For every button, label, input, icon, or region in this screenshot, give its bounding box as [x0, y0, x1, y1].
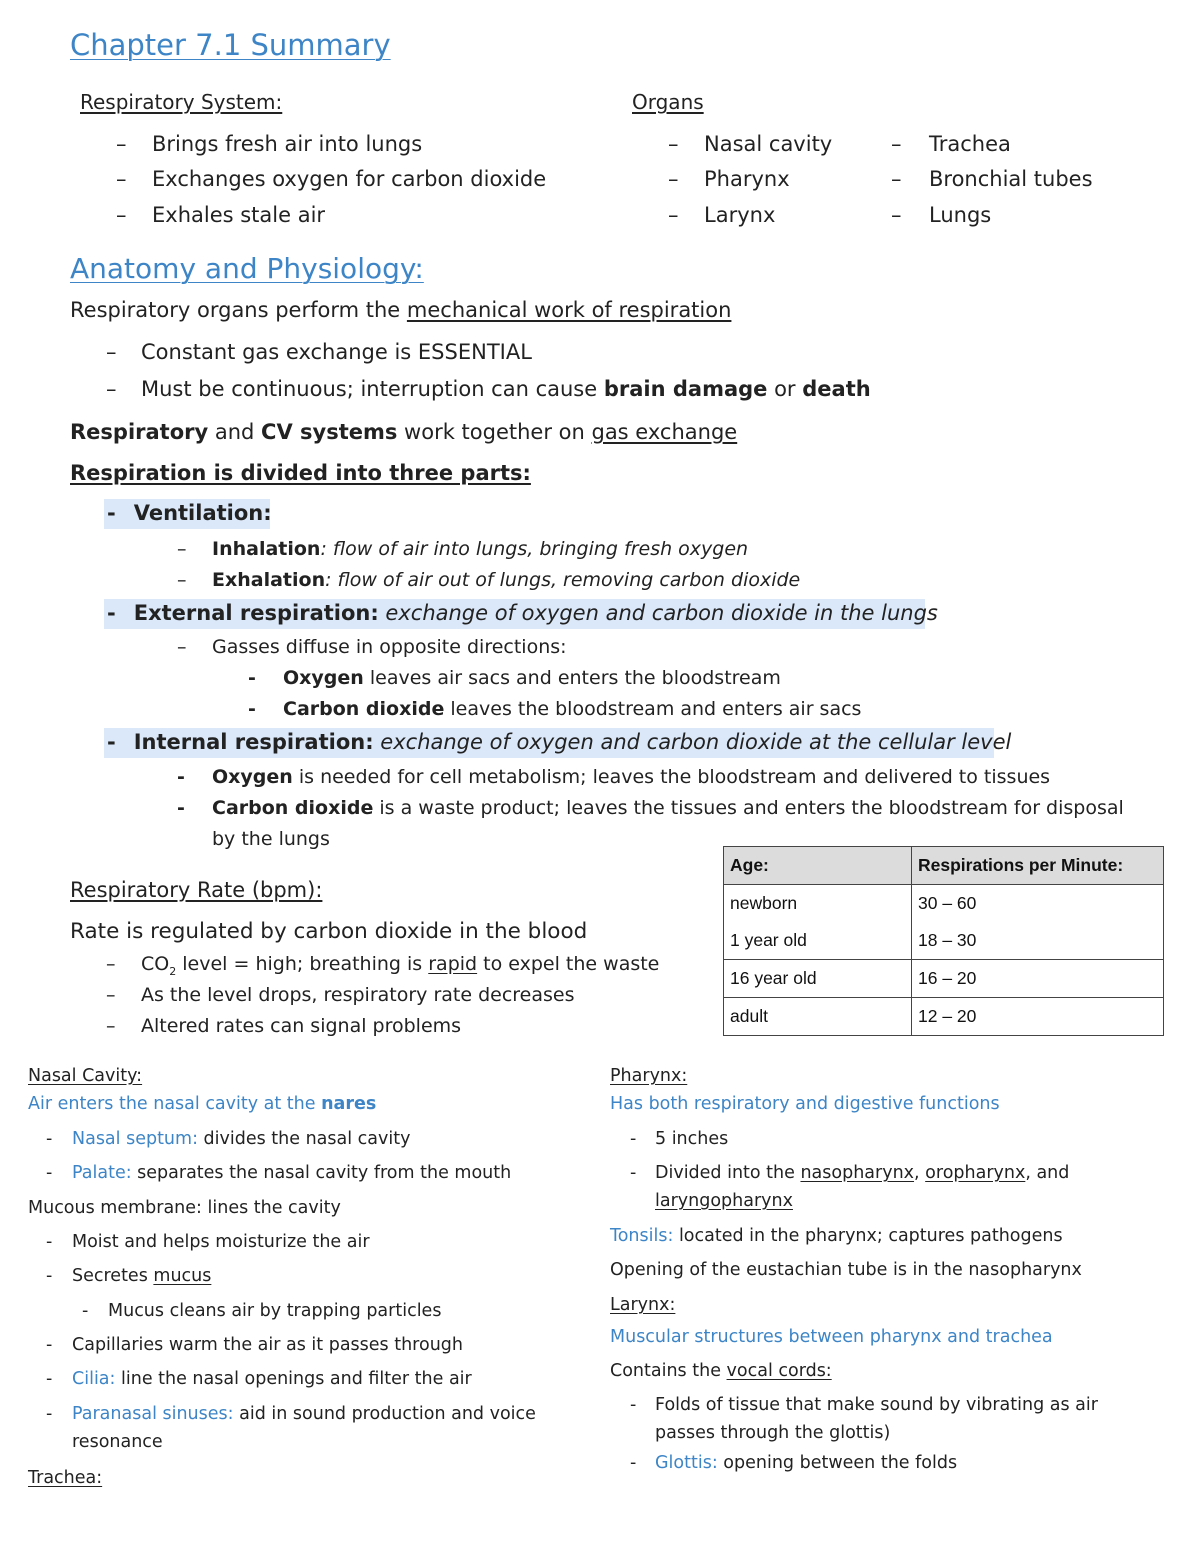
list-item — [212, 766, 1050, 788]
list-item: Exhales stale air — [152, 203, 326, 227]
list-dash: – — [106, 1015, 116, 1037]
text: divides the nasal cavity — [197, 1129, 411, 1149]
organs-heading: Organs — [632, 90, 704, 114]
list-dash: - — [177, 797, 185, 819]
table-header: Respirations per Minute: — [912, 847, 1164, 885]
list-dash: - — [46, 1335, 53, 1355]
text: is a waste product; leaves the tissues and enters the bloodstream for disposal — [373, 797, 1124, 819]
list-dash: - — [107, 501, 116, 525]
subscript: 2 — [169, 964, 177, 978]
respiration-rate-table — [723, 846, 1164, 1036]
oropharynx-link: oropharynx — [925, 1163, 1026, 1183]
bold-text: death — [802, 377, 871, 401]
list-dash: - — [46, 1369, 53, 1389]
list-dash: – — [668, 132, 679, 156]
bold-text: Carbon dioxide — [212, 797, 374, 819]
blue-label: Cilia: — [72, 1369, 116, 1389]
table-row — [724, 960, 1164, 998]
gas-exchange-link: gas exchange — [591, 420, 738, 444]
list-item: 5 inches — [655, 1129, 729, 1149]
list-item — [72, 1129, 410, 1149]
anatomy-heading: Anatomy and Physiology: — [70, 252, 424, 285]
text: exchange of oxygen and carbon dioxide in the lungs — [378, 601, 938, 625]
text: or — [767, 377, 803, 401]
list-dash: - — [248, 667, 256, 689]
list-item: Altered rates can signal problems — [141, 1015, 462, 1037]
list-dash: - — [46, 1163, 53, 1183]
list-item: Lungs — [929, 203, 992, 227]
list-item-continued: passes through the glottis) — [655, 1423, 891, 1443]
blue-label: Palate: — [72, 1163, 132, 1183]
text: work together on — [397, 420, 592, 444]
list-item — [283, 698, 861, 720]
table-cell: adult — [724, 998, 912, 1036]
list-dash: – — [177, 636, 187, 658]
list-dash: - — [46, 1129, 53, 1149]
text: separates the nasal cavity from the mouth — [131, 1163, 512, 1183]
text: Air enters the nasal cavity at the — [28, 1094, 322, 1114]
mucus-link: mucus — [153, 1266, 212, 1286]
list-item: Larynx — [704, 203, 776, 227]
list-dash: – — [116, 167, 127, 191]
list-item: Pharynx — [704, 167, 790, 191]
rapid-link: rapid — [428, 953, 478, 975]
list-item: As the level drops, respiratory rate decreases — [141, 984, 575, 1006]
list-dash: - — [630, 1395, 637, 1415]
list-item: Capillaries warm the air as it passes through — [72, 1335, 463, 1355]
list-dash: – — [116, 203, 127, 227]
list-dash: - — [46, 1404, 53, 1424]
list-item — [72, 1404, 536, 1424]
bold-text: Internal respiration: — [133, 730, 374, 754]
nasal-intro — [28, 1094, 376, 1114]
list-dash: - — [630, 1129, 637, 1149]
anatomy-intro — [70, 298, 731, 322]
list-dash: – — [106, 377, 117, 401]
list-item — [72, 1163, 511, 1183]
list-item — [72, 1369, 472, 1389]
text: and — [208, 420, 262, 444]
resp-system-heading: Respiratory System: — [80, 90, 283, 114]
vocal-cords-link: vocal cords: — [726, 1361, 832, 1381]
internal-respiration-item — [104, 728, 1012, 758]
table-cell: newborn — [724, 885, 912, 923]
list-dash: – — [106, 340, 117, 364]
table-row — [724, 998, 1164, 1036]
list-dash: – — [891, 167, 902, 191]
list-item — [212, 797, 1124, 819]
table-cell: 30 – 60 — [912, 885, 1164, 923]
text: Contains the — [610, 1361, 727, 1381]
list-item: Gasses diffuse in opposite directions: — [212, 636, 567, 658]
rate-heading: Respiratory Rate (bpm): — [70, 878, 323, 902]
list-dash: - — [82, 1301, 89, 1321]
pharynx-heading: Pharynx: — [610, 1066, 688, 1086]
table-cell: 12 – 20 — [912, 998, 1164, 1036]
bold-text: Carbon dioxide — [283, 698, 445, 720]
bold-text: Inhalation — [212, 538, 321, 560]
table-header-row — [724, 847, 1164, 885]
table-row — [724, 885, 1164, 923]
list-item: Constant gas exchange is ESSENTIAL — [141, 340, 532, 364]
bold-text: Oxygen — [283, 667, 364, 689]
ventilation-item — [104, 499, 270, 529]
nasal-heading: Nasal Cavity: — [28, 1066, 143, 1086]
list-dash: - — [630, 1453, 637, 1473]
tonsils-line — [610, 1226, 1063, 1246]
list-item: Trachea — [929, 132, 1011, 156]
text: : flow of air into lungs, bringing fresh oxygen — [320, 538, 749, 560]
text: , — [914, 1163, 926, 1183]
eustachian-line: Opening of the eustachian tube is in the nasopharynx — [610, 1260, 1082, 1280]
table-cell: 16 – 20 — [912, 960, 1164, 998]
blue-label: Tonsils: — [610, 1226, 674, 1246]
table-row — [724, 922, 1164, 960]
list-item — [141, 377, 871, 401]
table-cell: 18 – 30 — [912, 922, 1164, 960]
list-dash: - — [248, 698, 256, 720]
page-title: Chapter 7.1 Summary — [70, 28, 391, 62]
list-item-continued: resonance — [72, 1432, 163, 1452]
rate-intro: Rate is regulated by carbon dioxide in the blood — [70, 919, 588, 944]
mechanical-work-link: mechanical work of respiration — [406, 298, 732, 322]
text: aid in sound production and voice — [233, 1404, 536, 1424]
list-item — [655, 1453, 957, 1473]
list-item — [141, 953, 659, 978]
exhalation-item — [212, 569, 800, 591]
list-dash: - — [177, 766, 185, 788]
nasopharynx-link: nasopharynx — [800, 1163, 915, 1183]
list-dash: – — [177, 538, 187, 560]
text: CO — [141, 953, 170, 975]
text: leaves the bloodstream and enters air sacs — [444, 698, 862, 720]
bold-text: Respiratory — [70, 420, 209, 444]
list-dash: - — [46, 1266, 53, 1286]
larynx-heading: Larynx: — [610, 1295, 676, 1315]
list-dash: – — [891, 132, 902, 156]
list-dash: – — [668, 167, 679, 191]
parts-heading: Respiration is divided into three parts: — [70, 461, 531, 485]
text: located in the pharynx; captures pathogens — [673, 1226, 1063, 1246]
text: line the nasal openings and filter the air — [115, 1369, 472, 1389]
list-item: Moist and helps moisturize the air — [72, 1232, 370, 1252]
ventilation-label: Ventilation: — [133, 501, 272, 525]
text: Divided into the — [655, 1163, 801, 1183]
list-item — [72, 1266, 211, 1286]
list-item: Folds of tissue that make sound by vibrating as air — [655, 1395, 1098, 1415]
list-dash: – — [668, 203, 679, 227]
list-dash: – — [106, 953, 116, 975]
text: Mucous membrane: — [28, 1198, 202, 1218]
list-item-continued: by the lungs — [212, 828, 330, 850]
text: to expel the waste — [477, 953, 660, 975]
text: level = high; breathing is — [176, 953, 429, 975]
laryngopharynx-link: laryngopharynx — [655, 1191, 793, 1211]
text: Secretes — [72, 1266, 154, 1286]
text: Must be continuous; interruption can cause — [141, 377, 604, 401]
list-dash: – — [116, 132, 127, 156]
list-item: Mucus cleans air by trapping particles — [108, 1301, 442, 1321]
list-dash: - — [107, 601, 116, 625]
bold-text: CV systems — [261, 420, 398, 444]
inhalation-item — [212, 538, 748, 560]
bold-text: External respiration: — [133, 601, 379, 625]
table-header: Age: — [724, 847, 912, 885]
list-item: Exchanges oxygen for carbon dioxide — [152, 167, 547, 191]
bold-text: brain damage — [603, 377, 768, 401]
text: opening between the folds — [717, 1453, 958, 1473]
vocal-cords-line — [610, 1361, 832, 1381]
external-respiration-item — [104, 599, 938, 629]
cv-systems-line — [70, 420, 737, 444]
mucous-line — [28, 1198, 341, 1218]
larynx-intro: Muscular structures between pharynx and trachea — [610, 1327, 1053, 1347]
list-dash: – — [891, 203, 902, 227]
text: leaves air sacs and enters the bloodstream — [363, 667, 781, 689]
text: : flow of air out of lungs, removing carbon dioxide — [325, 569, 801, 591]
list-dash: – — [177, 569, 187, 591]
list-item: Nasal cavity — [704, 132, 833, 156]
list-item: Brings fresh air into lungs — [152, 132, 423, 156]
blue-label: Nasal septum: — [72, 1129, 198, 1149]
text: lines the cavity — [201, 1198, 341, 1218]
table-cell: 1 year old — [724, 922, 912, 960]
list-item: Bronchial tubes — [929, 167, 1093, 191]
bold-text: Exhalation — [212, 569, 326, 591]
list-dash: - — [630, 1163, 637, 1183]
list-item — [655, 1163, 1069, 1183]
text: , and — [1025, 1163, 1070, 1183]
bold-text: nares — [321, 1094, 377, 1114]
list-dash: – — [106, 984, 116, 1006]
text: exchange of oxygen and carbon dioxide at the cellular level — [373, 730, 1012, 754]
table-cell: 16 year old — [724, 960, 912, 998]
bold-text: Oxygen — [212, 766, 293, 788]
list-dash: - — [107, 730, 116, 754]
list-dash: - — [46, 1232, 53, 1252]
pharynx-intro: Has both respiratory and digestive functions — [610, 1094, 1000, 1114]
trachea-heading: Trachea: — [28, 1468, 103, 1488]
text: is needed for cell metabolism; leaves the bloodstream and delivered to tissues — [292, 766, 1051, 788]
blue-label: Paranasal sinuses: — [72, 1404, 234, 1424]
list-item — [283, 667, 781, 689]
blue-label: Glottis: — [655, 1453, 718, 1473]
intro-text: Respiratory organs perform the — [70, 298, 407, 322]
